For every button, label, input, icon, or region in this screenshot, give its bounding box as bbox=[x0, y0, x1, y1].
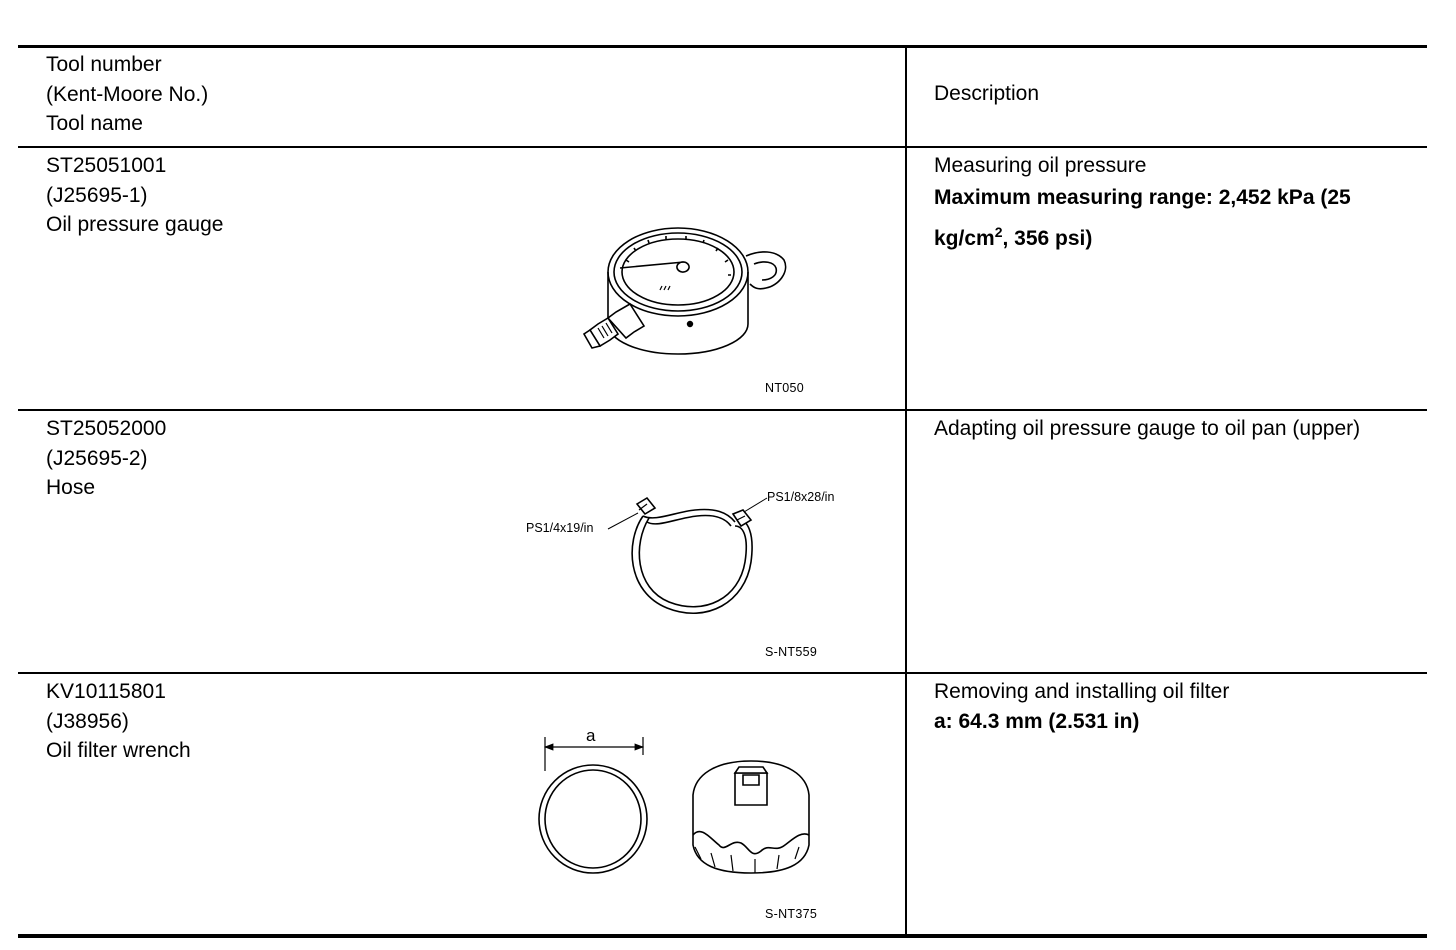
figure-code: S-NT559 bbox=[765, 645, 818, 659]
figure-code: NT050 bbox=[765, 381, 805, 395]
spec-line-1: Maximum measuring range: 2,452 kPa (25 bbox=[934, 185, 1351, 209]
figure-code: S-NT375 bbox=[765, 907, 818, 921]
header-divider bbox=[18, 146, 1427, 148]
tool-id-cell bbox=[46, 151, 223, 240]
tool-number: ST25052000 bbox=[46, 417, 167, 440]
header-tool-name: Tool name bbox=[46, 112, 143, 135]
spec-line-2-rest: , 356 psi) bbox=[1002, 226, 1093, 250]
table-top-rule bbox=[18, 45, 1427, 48]
header-tool-number: Tool number bbox=[46, 53, 162, 76]
fitting-label-left: PS1/4x19/in bbox=[526, 521, 594, 535]
leader-line-left bbox=[606, 510, 640, 532]
spec-text bbox=[934, 181, 1414, 256]
tool-name: Oil filter wrench bbox=[46, 739, 191, 762]
kent-moore-number: (J38956) bbox=[46, 709, 129, 733]
spec-text: a: 64.3 mm (2.531 in) bbox=[934, 709, 1140, 733]
tool-id-cell bbox=[46, 414, 166, 503]
spec-unit: kg/cm bbox=[934, 226, 995, 250]
tool-name: Hose bbox=[46, 476, 96, 499]
spec-superscript: 2 bbox=[994, 223, 1003, 240]
description-cell bbox=[934, 414, 1434, 444]
description-text: Adapting oil pressure gauge to oil pan (upper) bbox=[934, 417, 1361, 440]
oil-pressure-gauge-illustration bbox=[578, 220, 798, 370]
description-text: Removing and installing oil filter bbox=[934, 680, 1230, 703]
tool-number: KV10115801 bbox=[46, 680, 166, 703]
description-cell bbox=[934, 151, 1414, 256]
table-bottom-rule bbox=[18, 934, 1427, 938]
header-tool-column bbox=[46, 50, 208, 139]
header-kent-moore: (Kent-Moore No.) bbox=[46, 82, 209, 106]
leader-line-right bbox=[740, 496, 770, 516]
header-description: Description bbox=[934, 82, 1040, 105]
fitting-label-right: PS1/8x28/in bbox=[767, 490, 835, 504]
row-divider bbox=[18, 409, 1427, 411]
row-divider bbox=[18, 672, 1427, 674]
tool-id-cell bbox=[46, 677, 191, 766]
tool-name: Oil pressure gauge bbox=[46, 213, 224, 236]
dimension-label: a bbox=[586, 726, 596, 745]
column-divider bbox=[905, 45, 907, 938]
oil-filter-wrench-illustration bbox=[535, 735, 825, 885]
tool-number: ST25051001 bbox=[46, 154, 167, 177]
description-cell bbox=[934, 677, 1414, 736]
kent-moore-number: (J25695-1) bbox=[46, 183, 148, 207]
kent-moore-number: (J25695-2) bbox=[46, 446, 148, 470]
description-text: Measuring oil pressure bbox=[934, 154, 1147, 177]
